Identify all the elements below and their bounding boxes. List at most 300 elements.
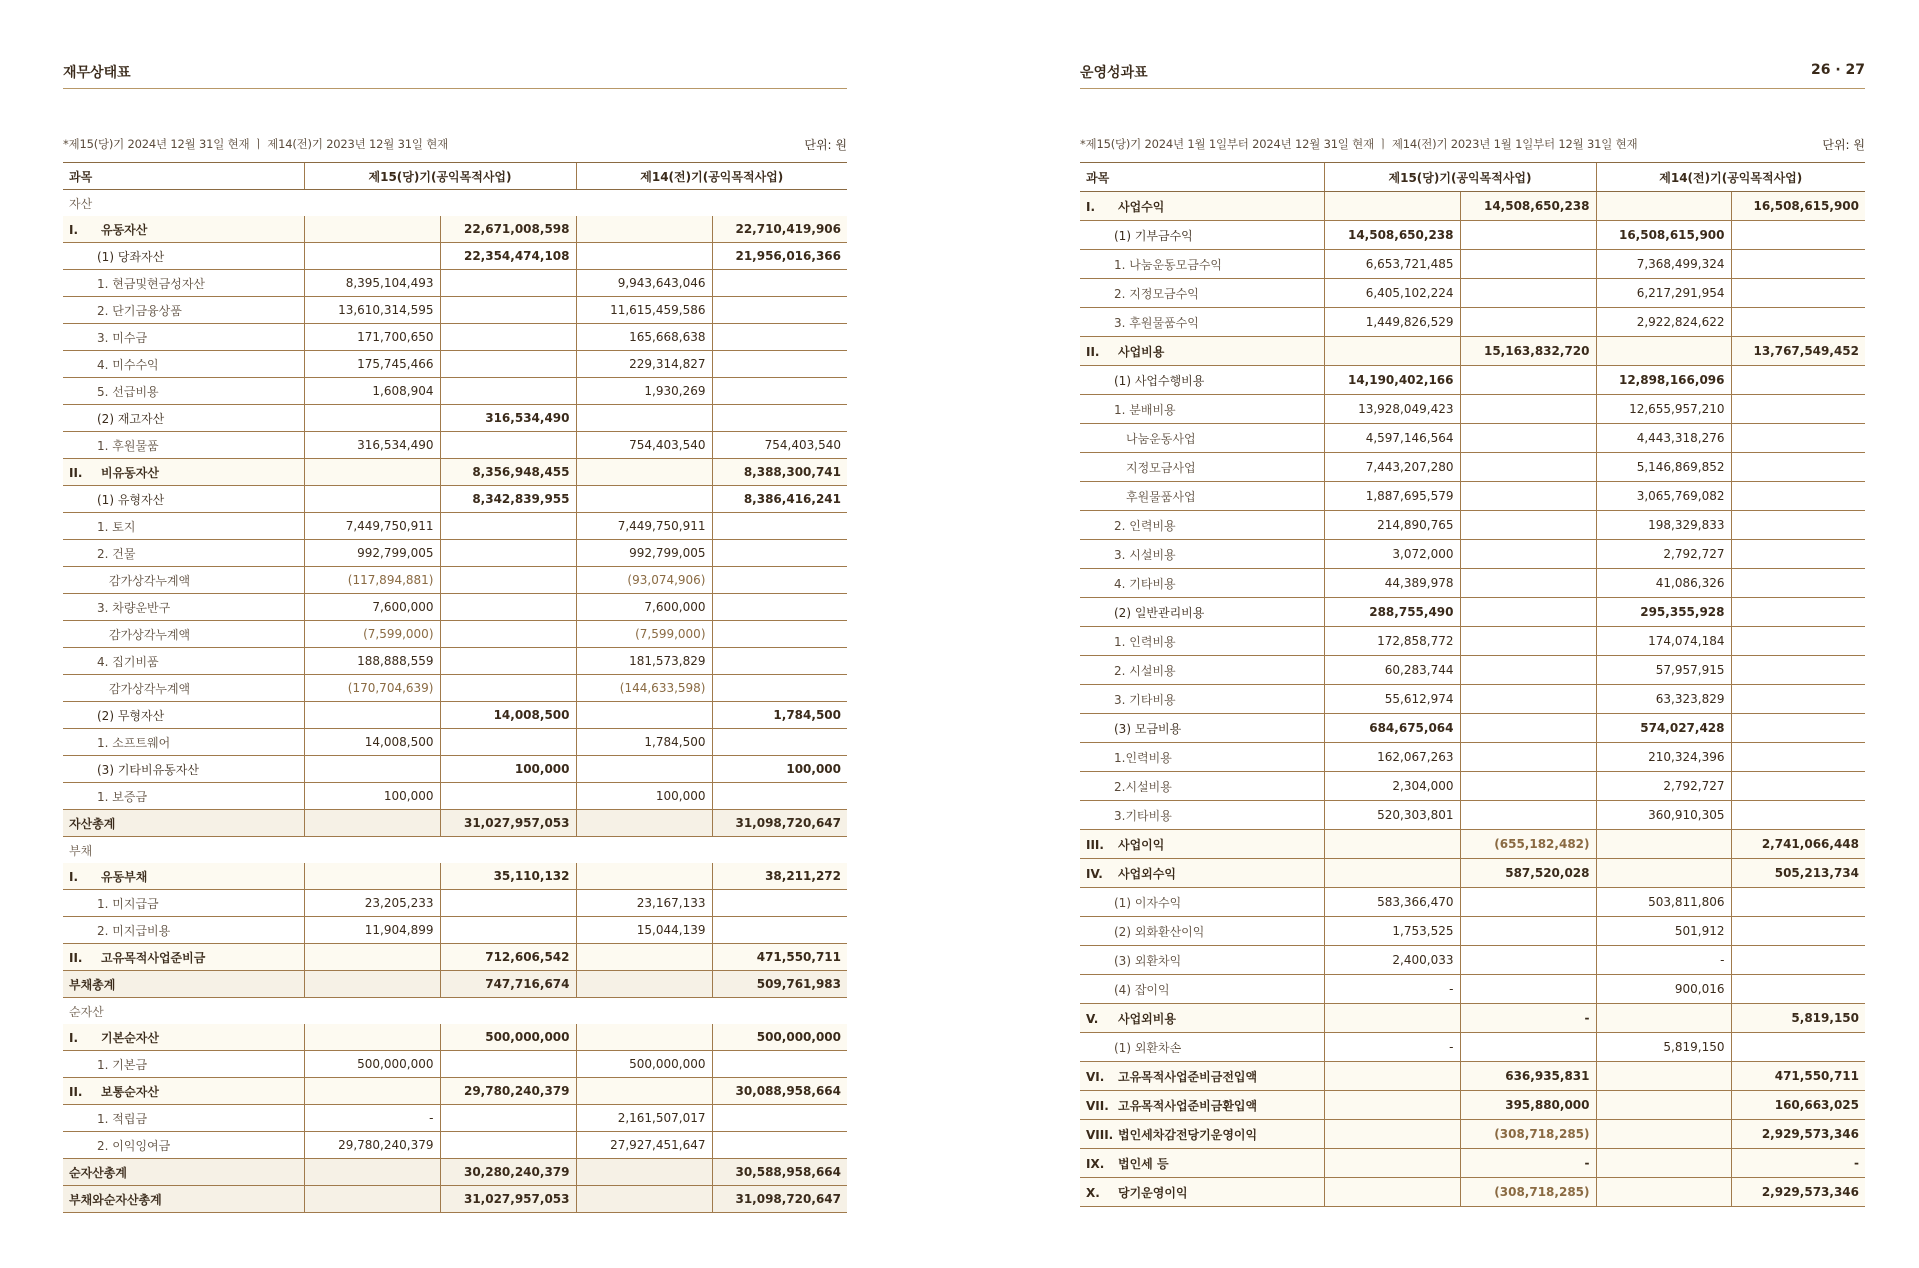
account-name	[1080, 192, 1324, 221]
prior-detail-amount: 11,615,459,586	[576, 297, 712, 324]
table-row	[63, 648, 847, 675]
table-row	[1080, 888, 1865, 917]
current-detail-amount: -	[1324, 975, 1460, 1004]
prior-total-amount: 471,550,711	[1731, 1062, 1865, 1091]
prior-detail-amount: 23,167,133	[576, 890, 712, 917]
account-name	[63, 863, 304, 890]
prior-detail-amount: 12,898,166,096	[1596, 366, 1731, 395]
account-label: 유동부채	[101, 869, 148, 884]
roman-numeral: X.	[1086, 1185, 1100, 1200]
total-row	[63, 810, 847, 837]
account-name	[63, 837, 847, 864]
prior-total-amount	[712, 1132, 847, 1159]
account-name	[63, 917, 304, 944]
current-detail-amount: 4,597,146,564	[1324, 424, 1460, 453]
current-total-amount: (308,718,285)	[1460, 1178, 1596, 1207]
prior-detail-amount: 992,799,005	[576, 540, 712, 567]
page-title: 운영성과표	[1080, 65, 1148, 81]
prior-detail-amount: 210,324,396	[1596, 743, 1731, 772]
header-account: 과목	[1080, 163, 1324, 192]
prior-total-amount: 100,000	[712, 756, 847, 783]
prior-total-amount	[712, 351, 847, 378]
current-detail-amount	[304, 243, 440, 270]
table-row	[63, 783, 847, 810]
account-label: 고유목적사업준비금	[101, 950, 206, 965]
current-detail-amount: 172,858,772	[1324, 627, 1460, 656]
account-label: 자산	[69, 196, 93, 211]
table-row	[1080, 598, 1865, 627]
prior-total-amount	[1731, 714, 1865, 743]
account-label: (2) 외화환산이익	[1114, 924, 1205, 939]
account-name	[1080, 366, 1324, 395]
panel-header	[63, 62, 847, 89]
current-detail-amount	[304, 702, 440, 729]
prior-detail-amount	[1596, 1004, 1731, 1033]
prior-total-amount: 16,508,615,900	[1731, 192, 1865, 221]
current-detail-amount: 1,608,904	[304, 378, 440, 405]
account-name	[63, 1159, 304, 1186]
account-name	[63, 405, 304, 432]
table-row	[63, 1051, 847, 1078]
table-row	[1080, 453, 1865, 482]
account-label: 2. 건물	[97, 546, 136, 561]
current-detail-amount: 1,887,695,579	[1324, 482, 1460, 511]
table-row	[1080, 482, 1865, 511]
prior-detail-amount: 174,074,184	[1596, 627, 1731, 656]
current-detail-amount	[1324, 192, 1460, 221]
current-detail-amount	[304, 756, 440, 783]
current-total-amount: (308,718,285)	[1460, 1120, 1596, 1149]
prior-total-amount	[712, 729, 847, 756]
account-label: (1) 이자수익	[1114, 895, 1182, 910]
current-detail-amount	[304, 944, 440, 971]
current-detail-amount: 14,508,650,238	[1324, 221, 1460, 250]
account-label: 4. 미수수익	[97, 357, 159, 372]
prior-detail-amount: (93,074,906)	[576, 567, 712, 594]
current-total-amount	[1460, 801, 1596, 830]
current-detail-amount: 2,400,033	[1324, 946, 1460, 975]
current-detail-amount	[304, 1186, 440, 1213]
table-row	[1080, 395, 1865, 424]
header-current-period: 제15(당)기(공익목적사업)	[304, 163, 576, 190]
current-detail-amount	[304, 486, 440, 513]
prior-total-amount	[1731, 366, 1865, 395]
account-name	[63, 270, 304, 297]
prior-detail-amount: (144,633,598)	[576, 675, 712, 702]
account-label: (1) 당좌자산	[97, 249, 165, 264]
prior-total-amount	[1731, 540, 1865, 569]
account-label: 법인세 등	[1118, 1156, 1169, 1171]
table-row	[1080, 250, 1865, 279]
header-account: 과목	[63, 163, 304, 190]
current-total-amount: -	[1460, 1149, 1596, 1178]
account-name	[1080, 714, 1324, 743]
prior-detail-amount	[576, 486, 712, 513]
current-detail-amount: (117,894,881)	[304, 567, 440, 594]
table-row	[63, 270, 847, 297]
prior-total-amount: 30,088,958,664	[712, 1078, 847, 1105]
table-row	[63, 729, 847, 756]
period-note: *제15(당)기 2024년 1월 1일부터 2024년 12월 31일 현재 ㅣ 제14(전)기 2023년 1월 1일부터 12월 31일 현재	[1080, 137, 1638, 151]
account-name	[63, 190, 847, 217]
prior-detail-amount	[1596, 337, 1731, 366]
prior-total-amount: 22,710,419,906	[712, 216, 847, 243]
table-row	[63, 621, 847, 648]
table-row	[63, 594, 847, 621]
current-total-amount: 14,508,650,238	[1460, 192, 1596, 221]
current-total-amount	[1460, 1033, 1596, 1062]
prior-detail-amount	[576, 1159, 712, 1186]
table-row	[63, 756, 847, 783]
table-row	[1080, 1004, 1865, 1033]
prior-total-amount	[712, 297, 847, 324]
account-label: 고유목적사업준비금환입액	[1118, 1098, 1258, 1113]
prior-detail-amount: 574,027,428	[1596, 714, 1731, 743]
roman-numeral: I.	[69, 869, 79, 884]
current-detail-amount: 44,389,978	[1324, 569, 1460, 598]
account-label: 감가상각누계액	[109, 573, 191, 588]
account-name	[63, 1051, 304, 1078]
account-label: 3.기타비용	[1114, 808, 1172, 823]
prior-total-amount	[1731, 743, 1865, 772]
prior-detail-amount: 15,044,139	[576, 917, 712, 944]
prior-detail-amount	[576, 1024, 712, 1051]
current-total-amount	[1460, 453, 1596, 482]
prior-detail-amount: 754,403,540	[576, 432, 712, 459]
current-total-amount	[1460, 627, 1596, 656]
prior-detail-amount: 100,000	[576, 783, 712, 810]
current-detail-amount	[304, 810, 440, 837]
current-detail-amount	[1324, 1149, 1460, 1178]
prior-total-amount: 2,741,066,448	[1731, 830, 1865, 859]
current-total-amount	[1460, 743, 1596, 772]
prior-total-amount	[1731, 801, 1865, 830]
table-row	[63, 243, 847, 270]
prior-detail-amount: 57,957,915	[1596, 656, 1731, 685]
account-name	[1080, 337, 1324, 366]
account-label: (1) 외환차손	[1114, 1040, 1182, 1055]
current-total-amount: 29,780,240,379	[440, 1078, 576, 1105]
account-label: 3. 미수금	[97, 330, 148, 345]
header-current-period: 제15(당)기(공익목적사업)	[1324, 163, 1596, 192]
account-name	[63, 216, 304, 243]
current-total-amount: (655,182,482)	[1460, 830, 1596, 859]
account-label: 1. 적립금	[97, 1111, 148, 1126]
table-row	[63, 351, 847, 378]
account-name	[63, 1024, 304, 1051]
page-numbers: 26 · 27	[1810, 62, 1865, 78]
prior-total-amount: 38,211,272	[712, 863, 847, 890]
prior-total-amount: 500,000,000	[712, 1024, 847, 1051]
account-name	[1080, 598, 1324, 627]
account-name	[1080, 1149, 1324, 1178]
account-label: 비유동자산	[101, 465, 159, 480]
table-row	[63, 1132, 847, 1159]
prior-total-amount: 8,388,300,741	[712, 459, 847, 486]
account-label: (3) 모금비용	[1114, 721, 1182, 736]
current-total-amount	[1460, 685, 1596, 714]
prior-total-amount	[1731, 917, 1865, 946]
prior-total-amount	[712, 540, 847, 567]
account-label: 2.시설비용	[1114, 779, 1172, 794]
prior-total-amount	[1731, 946, 1865, 975]
account-label: 1.인력비용	[1114, 750, 1172, 765]
current-detail-amount	[1324, 1091, 1460, 1120]
account-label: 1. 나눔운동모금수익	[1114, 257, 1223, 272]
account-name	[63, 810, 304, 837]
account-label: 보통순자산	[101, 1084, 159, 1099]
account-name	[1080, 308, 1324, 337]
header-prior-period: 제14(전)기(공익목적사업)	[576, 163, 847, 190]
current-total-amount	[440, 1051, 576, 1078]
account-label: 나눔운동사업	[1126, 431, 1196, 446]
account-label: 기본순자산	[101, 1030, 159, 1045]
account-label: (2) 일반관리비용	[1114, 605, 1205, 620]
account-name	[1080, 627, 1324, 656]
account-name	[63, 297, 304, 324]
roman-numeral: VII.	[1086, 1098, 1109, 1113]
roman-numeral: I.	[69, 222, 79, 237]
account-label: (3) 외환차익	[1114, 953, 1182, 968]
prior-detail-amount: 12,655,957,210	[1596, 395, 1731, 424]
account-label: (2) 재고자산	[97, 411, 165, 426]
current-detail-amount: 8,395,104,493	[304, 270, 440, 297]
current-total-amount	[440, 1105, 576, 1132]
prior-detail-amount	[576, 405, 712, 432]
account-name	[63, 1105, 304, 1132]
prior-total-amount	[712, 513, 847, 540]
prior-detail-amount: 9,943,643,046	[576, 270, 712, 297]
current-detail-amount	[1324, 1004, 1460, 1033]
prior-total-amount	[1731, 627, 1865, 656]
current-detail-amount: 3,072,000	[1324, 540, 1460, 569]
prior-total-amount	[712, 1105, 847, 1132]
total-row	[63, 971, 847, 998]
account-label: 1. 소프트웨어	[97, 735, 171, 750]
current-total-amount	[1460, 888, 1596, 917]
prior-total-amount	[712, 594, 847, 621]
prior-detail-amount: 5,146,869,852	[1596, 453, 1731, 482]
prior-detail-amount: 900,016	[1596, 975, 1731, 1004]
account-name	[1080, 511, 1324, 540]
table-row	[1080, 424, 1865, 453]
prior-total-amount: 509,761,983	[712, 971, 847, 998]
prior-total-amount	[1731, 250, 1865, 279]
prior-detail-amount: (7,599,000)	[576, 621, 712, 648]
account-label: 2. 단기금융상품	[97, 303, 182, 318]
table-row	[1080, 221, 1865, 250]
prior-total-amount: 31,098,720,647	[712, 1186, 847, 1213]
current-total-amount: 22,354,474,108	[440, 243, 576, 270]
current-detail-amount: 214,890,765	[1324, 511, 1460, 540]
current-detail-amount: (170,704,639)	[304, 675, 440, 702]
account-label: 감가상각누계액	[109, 681, 191, 696]
table-row	[63, 378, 847, 405]
prior-detail-amount: 7,600,000	[576, 594, 712, 621]
account-name	[63, 783, 304, 810]
prior-detail-amount	[576, 863, 712, 890]
table-row	[63, 1024, 847, 1051]
current-total-amount	[1460, 250, 1596, 279]
current-detail-amount	[1324, 337, 1460, 366]
current-total-amount	[440, 513, 576, 540]
prior-total-amount	[1731, 685, 1865, 714]
current-detail-amount: 6,653,721,485	[1324, 250, 1460, 279]
current-detail-amount	[1324, 859, 1460, 888]
prior-detail-amount: 501,912	[1596, 917, 1731, 946]
panel-header	[1080, 62, 1865, 89]
account-name	[63, 1078, 304, 1105]
prior-total-amount	[712, 621, 847, 648]
current-total-amount: 712,606,542	[440, 944, 576, 971]
table-row	[63, 1078, 847, 1105]
prior-detail-amount: 7,368,499,324	[1596, 250, 1731, 279]
current-detail-amount: 7,600,000	[304, 594, 440, 621]
roman-numeral: II.	[69, 950, 83, 965]
prior-total-amount: 5,819,150	[1731, 1004, 1865, 1033]
current-detail-amount: 171,700,650	[304, 324, 440, 351]
account-label: 지정모금사업	[1126, 460, 1196, 475]
table-row	[63, 863, 847, 890]
account-label: 사업외수익	[1118, 866, 1176, 881]
current-total-amount	[1460, 917, 1596, 946]
table-row	[63, 675, 847, 702]
prior-total-amount	[1731, 453, 1865, 482]
prior-detail-amount	[576, 1186, 712, 1213]
account-name	[1080, 743, 1324, 772]
account-name	[1080, 453, 1324, 482]
prior-detail-amount: 229,314,827	[576, 351, 712, 378]
account-name	[1080, 482, 1324, 511]
page-title: 재무상태표	[63, 65, 131, 81]
current-total-amount	[440, 540, 576, 567]
prior-total-amount: 30,588,958,664	[712, 1159, 847, 1186]
prior-total-amount	[712, 917, 847, 944]
prior-total-amount: 471,550,711	[712, 944, 847, 971]
prior-total-amount	[712, 1051, 847, 1078]
current-detail-amount: 316,534,490	[304, 432, 440, 459]
account-name	[1080, 946, 1324, 975]
current-total-amount	[440, 270, 576, 297]
current-total-amount: 22,671,008,598	[440, 216, 576, 243]
account-name	[63, 351, 304, 378]
current-total-amount: 100,000	[440, 756, 576, 783]
account-label: 후원물품사업	[1126, 489, 1196, 504]
current-total-amount	[440, 324, 576, 351]
prior-total-amount	[712, 270, 847, 297]
current-detail-amount: 583,366,470	[1324, 888, 1460, 917]
table-row	[1080, 743, 1865, 772]
current-total-amount	[440, 621, 576, 648]
current-detail-amount	[304, 1024, 440, 1051]
current-detail-amount	[1324, 1178, 1460, 1207]
account-name	[63, 890, 304, 917]
current-total-amount: 500,000,000	[440, 1024, 576, 1051]
current-total-amount	[1460, 308, 1596, 337]
current-total-amount: 636,935,831	[1460, 1062, 1596, 1091]
prior-total-amount	[712, 675, 847, 702]
prior-detail-amount: 165,668,638	[576, 324, 712, 351]
table-row	[63, 917, 847, 944]
table-row	[63, 324, 847, 351]
current-total-amount	[1460, 714, 1596, 743]
account-name	[1080, 772, 1324, 801]
account-label: 1. 기본금	[97, 1057, 148, 1072]
current-detail-amount: 6,405,102,224	[1324, 279, 1460, 308]
account-name	[63, 378, 304, 405]
prior-detail-amount	[576, 459, 712, 486]
account-name	[63, 971, 304, 998]
current-detail-amount	[304, 459, 440, 486]
account-label: (3) 기타비유동자산	[97, 762, 199, 777]
account-name	[63, 243, 304, 270]
account-name	[63, 675, 304, 702]
current-total-amount	[440, 729, 576, 756]
prior-total-amount	[712, 783, 847, 810]
current-total-amount: 8,356,948,455	[440, 459, 576, 486]
account-name	[63, 540, 304, 567]
prior-detail-amount: 6,217,291,954	[1596, 279, 1731, 308]
prior-detail-amount	[576, 216, 712, 243]
account-label: (1) 유형자산	[97, 492, 165, 507]
account-name	[63, 1132, 304, 1159]
account-name	[63, 729, 304, 756]
prior-detail-amount: 181,573,829	[576, 648, 712, 675]
current-total-amount	[1460, 975, 1596, 1004]
table-row	[1080, 1033, 1865, 1062]
prior-detail-amount: 4,443,318,276	[1596, 424, 1731, 453]
prior-total-amount: 505,213,734	[1731, 859, 1865, 888]
prior-total-amount	[1731, 511, 1865, 540]
prior-detail-amount: 1,784,500	[576, 729, 712, 756]
prior-detail-amount: 3,065,769,082	[1596, 482, 1731, 511]
prior-detail-amount: 295,355,928	[1596, 598, 1731, 627]
account-label: 1. 토지	[97, 519, 136, 534]
account-name	[63, 486, 304, 513]
current-total-amount	[1460, 424, 1596, 453]
current-detail-amount: 2,304,000	[1324, 772, 1460, 801]
table-header-row	[1080, 163, 1865, 192]
current-detail-amount: (7,599,000)	[304, 621, 440, 648]
prior-detail-amount: 41,086,326	[1596, 569, 1731, 598]
header-prior-period: 제14(전)기(공익목적사업)	[1596, 163, 1865, 192]
prior-total-amount	[1731, 395, 1865, 424]
current-total-amount: 587,520,028	[1460, 859, 1596, 888]
prior-detail-amount: 1,930,269	[576, 378, 712, 405]
account-name	[1080, 917, 1324, 946]
table-row	[1080, 946, 1865, 975]
account-name	[63, 459, 304, 486]
roman-numeral: V.	[1086, 1011, 1099, 1026]
account-label: 자산총계	[69, 816, 116, 831]
current-total-amount	[1460, 569, 1596, 598]
account-label: (1) 기부금수익	[1114, 228, 1193, 243]
prior-detail-amount	[1596, 1062, 1731, 1091]
current-detail-amount	[1324, 1062, 1460, 1091]
current-detail-amount: 14,008,500	[304, 729, 440, 756]
prior-detail-amount: 503,811,806	[1596, 888, 1731, 917]
total-row	[63, 1186, 847, 1213]
prior-total-amount	[1731, 308, 1865, 337]
current-total-amount	[1460, 540, 1596, 569]
account-label: 2. 미지급비용	[97, 923, 171, 938]
prior-total-amount: 754,403,540	[712, 432, 847, 459]
prior-detail-amount: 7,449,750,911	[576, 513, 712, 540]
account-name	[1080, 859, 1324, 888]
table-row	[1080, 1062, 1865, 1091]
table-row	[1080, 975, 1865, 1004]
table-row	[63, 890, 847, 917]
